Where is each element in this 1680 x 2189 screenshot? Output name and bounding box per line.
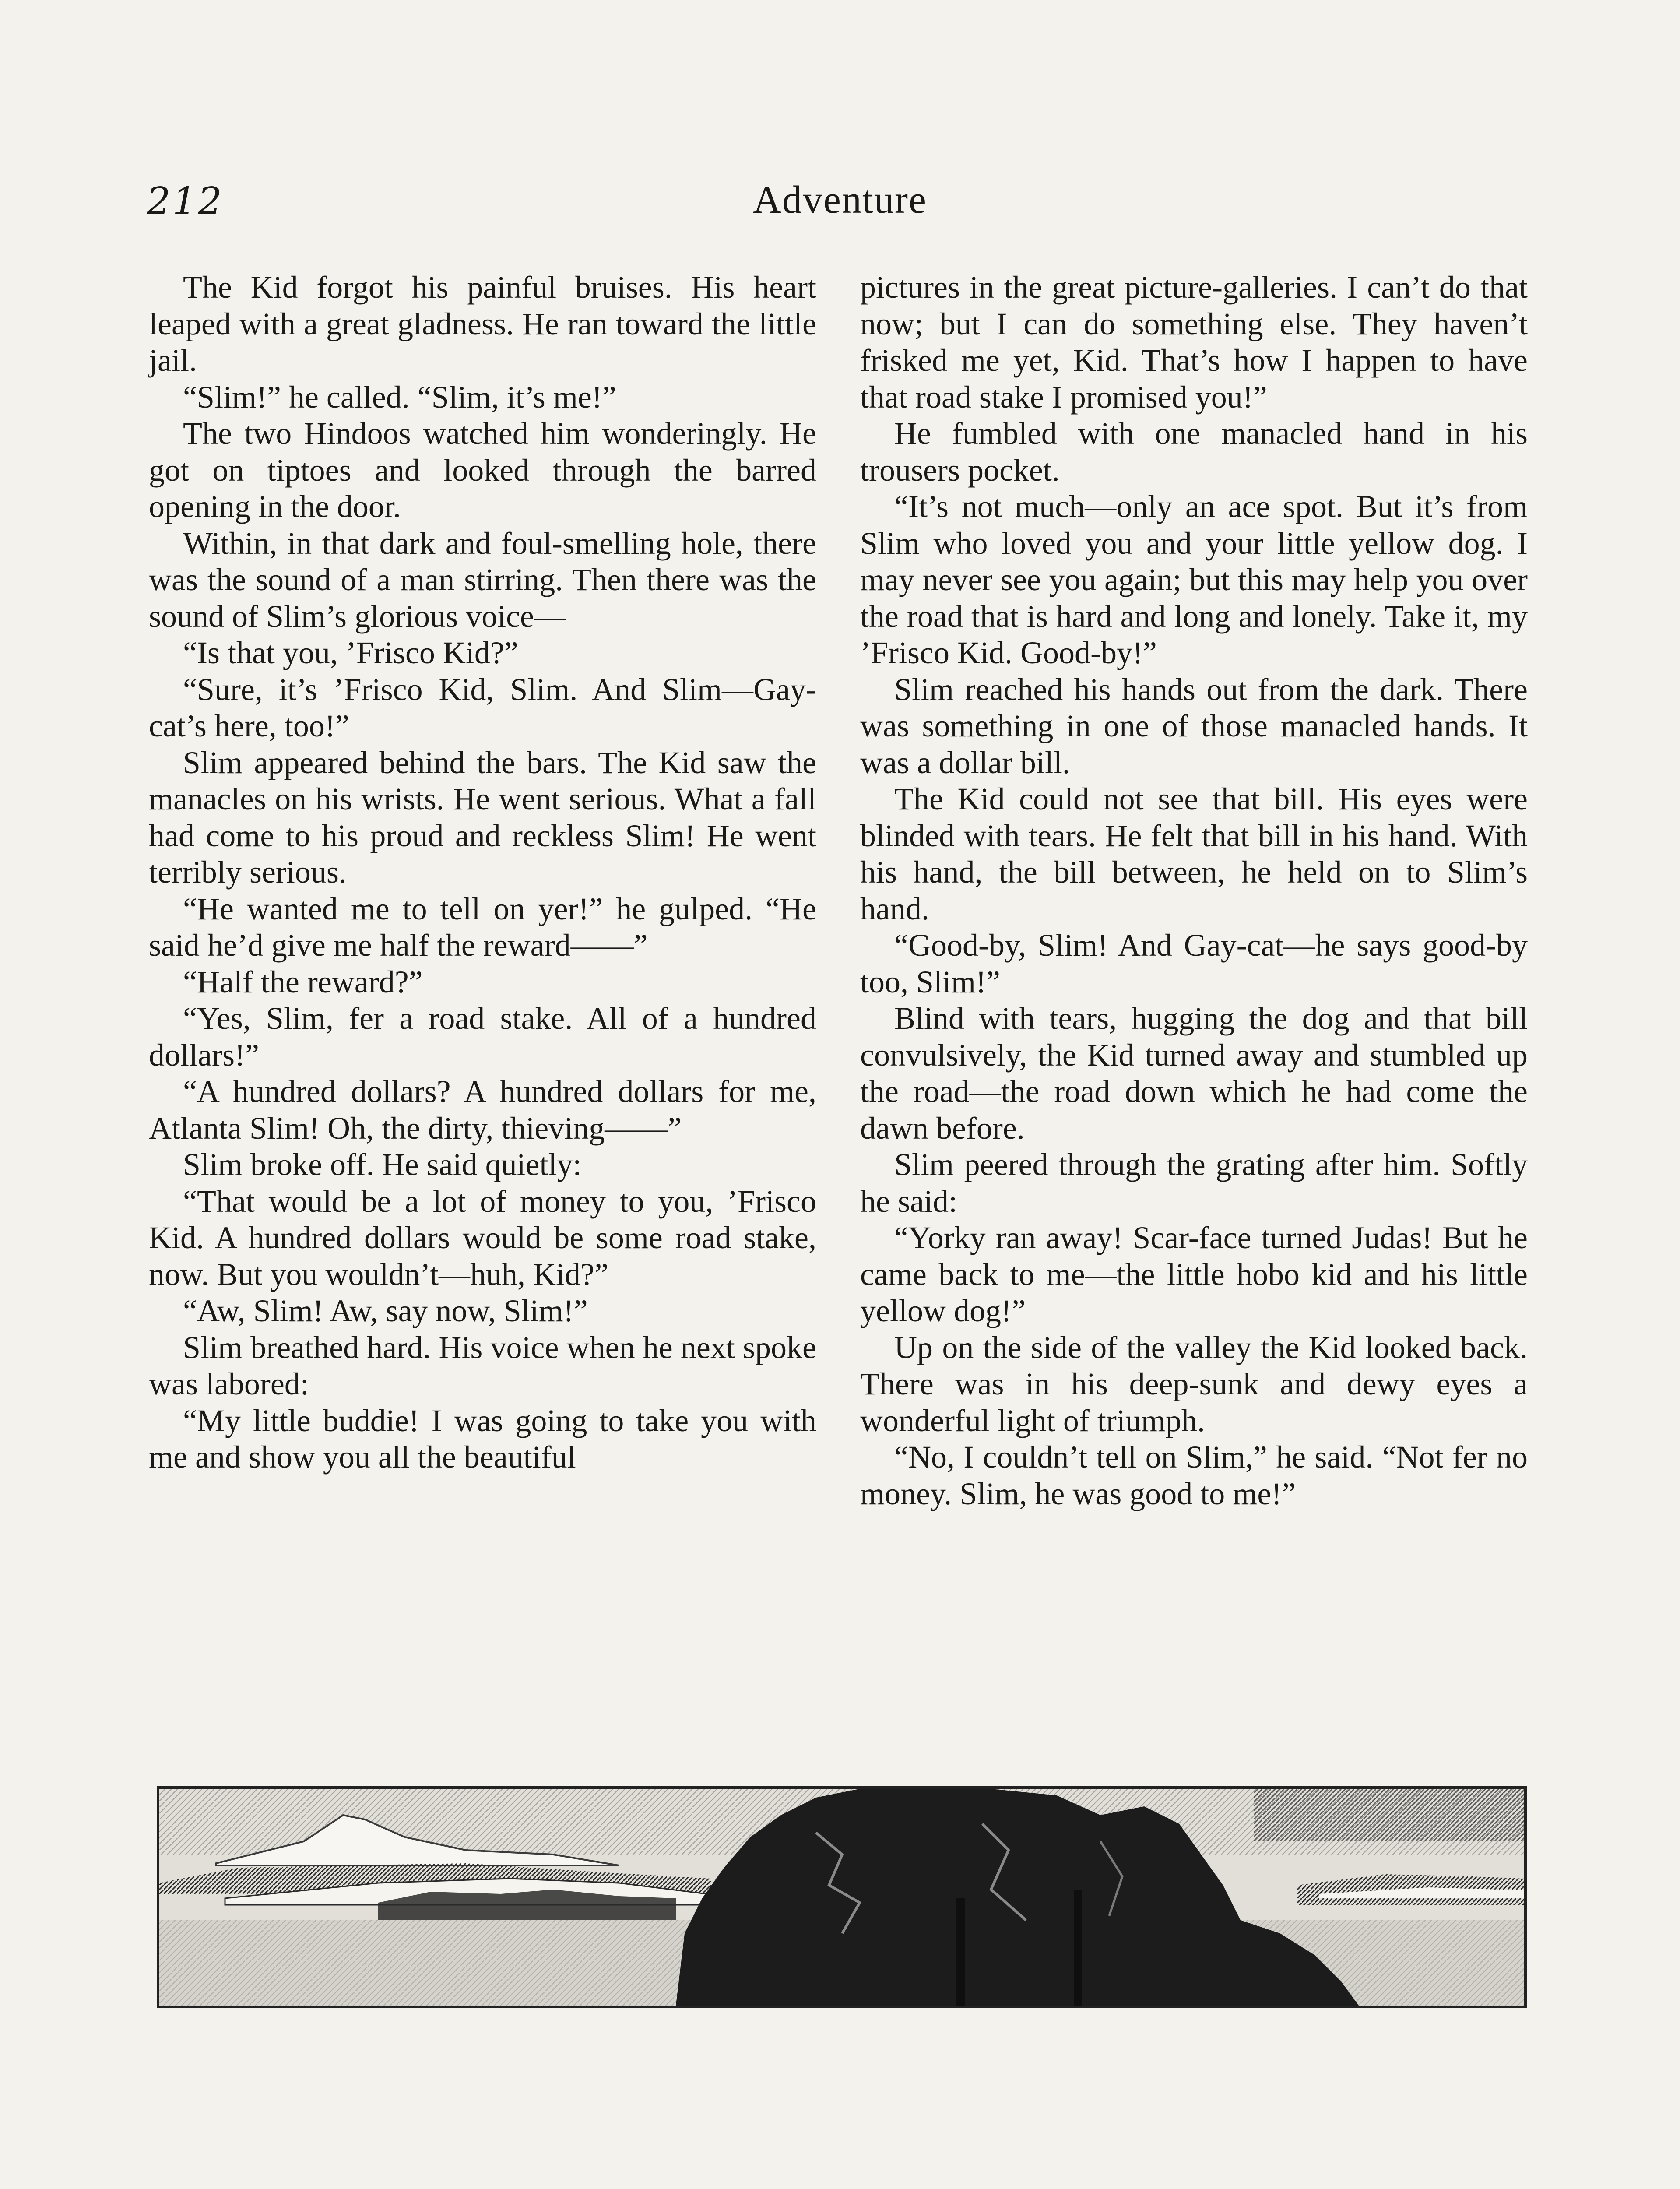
paragraph: Blind with tears, hugging the dog and that bill convulsively, the Kid turned away and stumbled up the road—the road down which he had come the dawn before. (860, 1001, 1528, 1146)
paragraph: “Good-by, Slim! And Gay-cat—he says good-by too, Slim!” (860, 928, 1528, 999)
paragraph: “No, I couldn’t tell on Slim,” he said. “Not fer no money. Slim, he was good to me!” (860, 1439, 1528, 1511)
paragraph: “He wanted me to tell on yer!” he gulped. “He said he’d give me half the reward——” (149, 891, 816, 963)
paragraph: “Aw, Slim! Aw, say now, Slim!” (183, 1293, 588, 1328)
paragraph: “Slim!” he called. “Slim, it’s me!” (183, 379, 616, 415)
paragraph: Up on the side of the valley the Kid looked back. There was in his deep-sunk and dewy eyes a wonderful light of triumph. (860, 1330, 1528, 1438)
paragraph: “Yorky ran away! Scar-face turned Judas! But he came back to me—the little hobo kid and his little yellow dog!” (860, 1220, 1528, 1328)
paragraph: Slim breathed hard. His voice when he next spoke was labored: (149, 1330, 816, 1401)
paragraph: Slim broke off. He said quietly: (183, 1147, 582, 1182)
paragraph: pictures in the great picture-galleries. I can’t do that now; but I can do something else. They haven’t frisked me yet, Kid. That’s how I happen to have that road stake I promised you!” (860, 270, 1528, 415)
paragraph: “Yes, Slim, fer a road stake. All of a hundred dollars!” (149, 1001, 816, 1073)
paragraph: Slim peered through the grating after him. Softly he said: (860, 1147, 1528, 1219)
paragraph: “Sure, it’s ’Frisco Kid, Slim. And Slim—Gay-cat’s here, too!” (149, 672, 816, 743)
paragraph: Within, in that dark and foul-smelling hole, there was the sound of a man stirring. Then there was the sound of Slim’s glorious voice— (149, 525, 816, 634)
page-number: 212 (147, 179, 224, 223)
paragraph: “Is that you, ’Frisco Kid?” (183, 635, 518, 670)
paragraph: The Kid could not see that bill. His eyes were blinded with tears. He felt that bill in his hand. With his hand, the bill between, he held on to Slim’s hand. (860, 781, 1528, 926)
paragraph: Slim appeared behind the bars. The Kid saw the manacles on his wrists. He went serious. What a fall had come to his proud and reckless Slim! He went terribly serious. (149, 745, 816, 890)
paragraph: Slim reached his hands out from the dark. There was something in one of those manacled hands. It was a dollar bill. (860, 672, 1528, 780)
paragraph: He fumbled with one manacled hand in his trousers pocket. (860, 416, 1528, 488)
running-head: Adventure (753, 178, 927, 222)
paragraph: “Half the reward?” (183, 964, 423, 999)
landscape-illustration (157, 1786, 1527, 2008)
paragraph: “A hundred dollars? A hundred dollars for me, Atlanta Slim! Oh, the dirty, thieving——” (149, 1074, 816, 1146)
left-column (149, 269, 816, 1476)
paragraph: “That would be a lot of money to you, ’Frisco Kid. A hundred dollars would be some road stake, now. But you wouldn’t—huh, Kid?” (149, 1183, 816, 1292)
right-column (860, 269, 1528, 1512)
paragraph: “My little buddie! I was going to take you with me and show you all the beautiful (149, 1403, 816, 1475)
paragraph: The two Hindoos watched him wonderingly. He got on tiptoes and looked through the barred opening in the door. (149, 416, 816, 524)
landscape-drawing (159, 1789, 1524, 2006)
paragraph: “It’s not much—only an ace spot. But it’s from Slim who loved you and your little yellow dog. I may never see you again; but this may help you over the road that is hard and long and lonely. Take it, my ’Frisco Kid. Good-by!” (860, 489, 1528, 670)
paragraph: The Kid forgot his painful bruises. His heart leaped with a great gladness. He ran toward the little jail. (149, 270, 816, 378)
